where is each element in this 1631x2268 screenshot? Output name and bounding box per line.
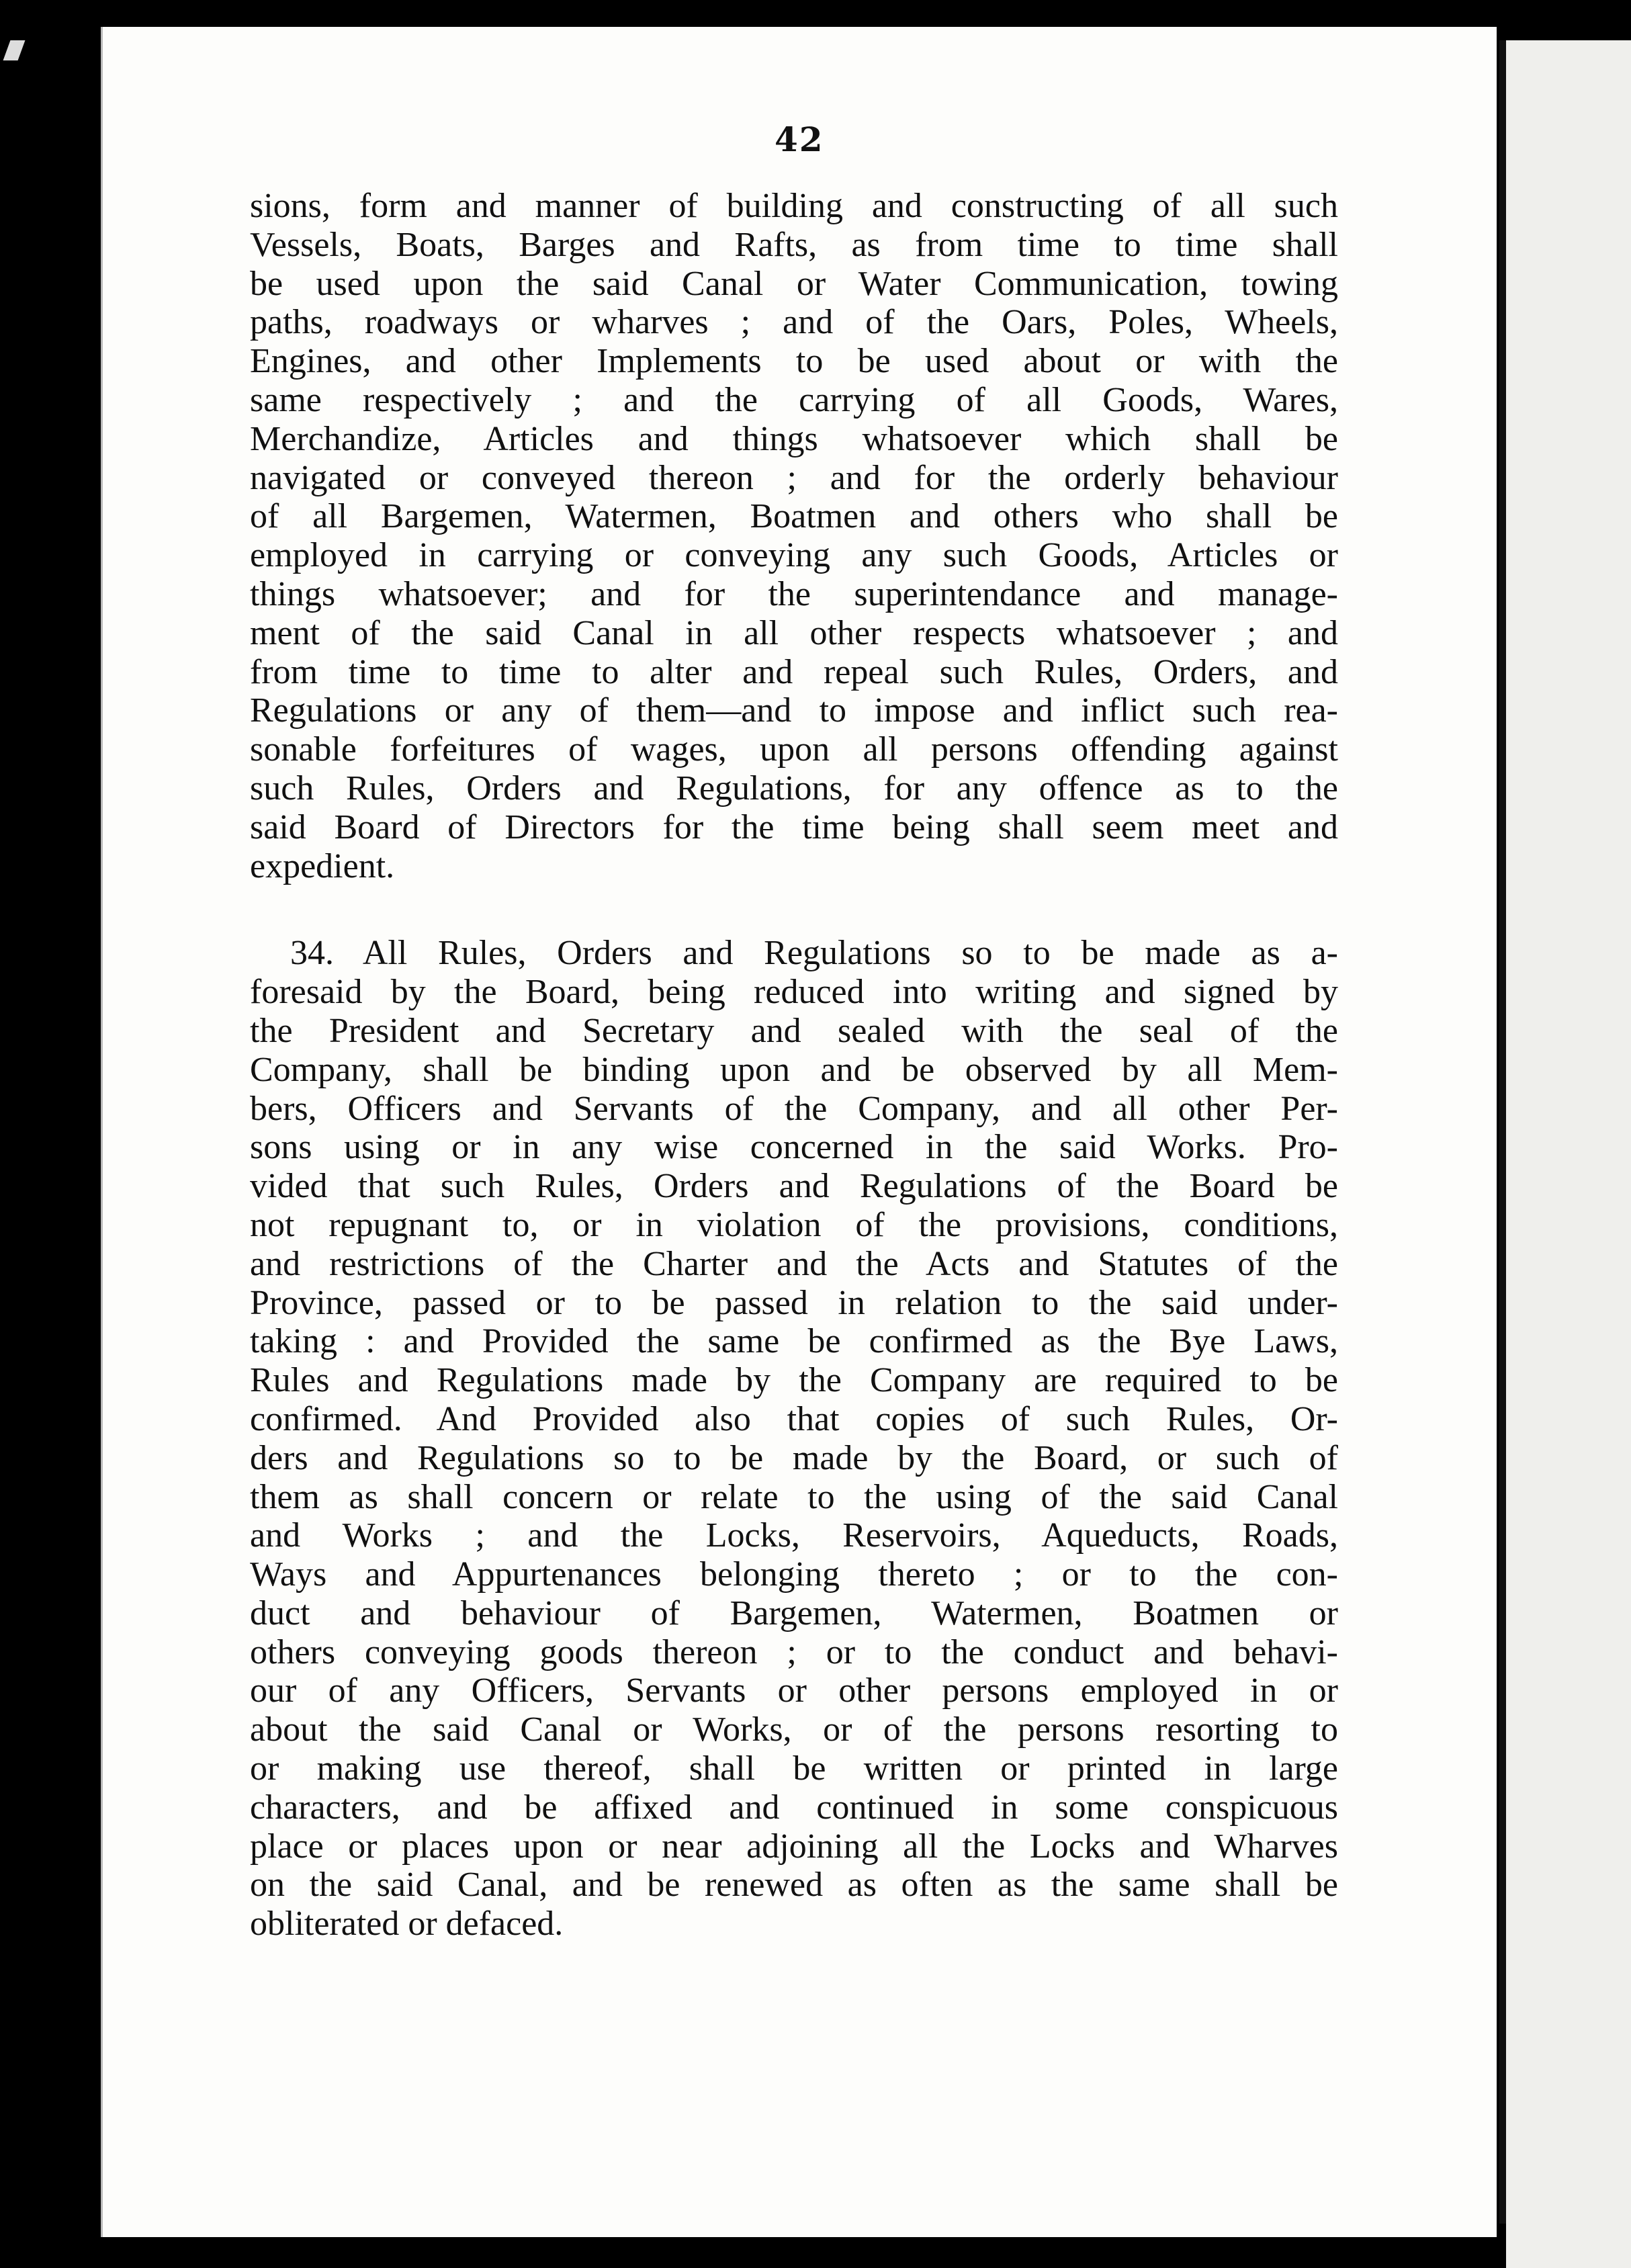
text-line: not repugnant to, or in violation of the provisions, conditions, xyxy=(250,1205,1338,1244)
text-line: expedient. xyxy=(250,846,395,885)
text-line: Company, shall be binding upon and be observed by all Mem- xyxy=(250,1050,1338,1089)
text-line: Rules and Regulations made by the Company are required to be xyxy=(250,1361,1338,1400)
text-line: our of any Officers, Servants or other persons employed in or xyxy=(250,1671,1338,1710)
page-gutter xyxy=(1499,40,1506,2224)
opposite-page-edge xyxy=(1506,40,1631,2268)
text-line: taking : and Provided the same be confirmed as the Bye Laws, xyxy=(250,1322,1338,1361)
text-line: sions, form and manner of building and constructing of all such xyxy=(250,187,1338,225)
text-line: vided that such Rules, Orders and Regulations of the Board be xyxy=(250,1167,1338,1206)
text-line: obliterated or defaced. xyxy=(250,1905,564,1944)
scan-artifact xyxy=(3,40,26,60)
text-line: such Rules, Orders and Regulations, for any offence as to the xyxy=(250,769,1338,808)
text-line: things whatsoever; and for the superintendance and manage- xyxy=(250,574,1338,613)
text-line: confirmed. And Provided also that copies of such Rules, Or- xyxy=(250,1399,1338,1438)
paragraph-1 xyxy=(250,187,1338,885)
paragraph-gap xyxy=(250,885,1338,934)
text-line: Ways and Appurtenances belonging thereto ; or to the con- xyxy=(250,1555,1338,1594)
text-line: them as shall concern or relate to the using of the said Canal xyxy=(250,1477,1338,1516)
text-line: of all Bargemen, Watermen, Boatmen and others who shall be xyxy=(250,497,1338,536)
text-line: employed in carrying or conveying any such Goods, Articles or xyxy=(250,536,1338,575)
text-line: ders and Regulations so to be made by the Board, or such of xyxy=(250,1438,1338,1477)
body-text xyxy=(250,187,1338,1944)
text-line: sons using or in any wise concerned in the said Works. Pro- xyxy=(250,1128,1338,1167)
text-line: and Works ; and the Locks, Reservoirs, Aqueducts, Roads, xyxy=(250,1516,1338,1555)
text-line: on the said Canal, and be renewed as often as the same shall be xyxy=(250,1866,1338,1905)
text-line: Regulations or any of them—and to impose and inflict such rea- xyxy=(250,691,1338,730)
text-line: the President and Secretary and sealed with the seal of the xyxy=(250,1011,1338,1050)
text-line: about the said Canal or Works, or of the persons resorting to xyxy=(250,1710,1338,1749)
text-line: paths, roadways or wharves ; and of the Oars, Poles, Wheels, xyxy=(250,303,1338,342)
text-line: same respectively ; and the carrying of all Goods, Wares, xyxy=(250,380,1338,419)
text-line: place or places upon or near adjoining all the Locks and Wharves xyxy=(250,1827,1338,1866)
text-line: navigated or conveyed thereon ; and for the orderly behaviour xyxy=(250,458,1338,497)
text-line: others conveying goods thereon ; or to the conduct and behavi- xyxy=(250,1632,1338,1671)
text-line: Engines, and other Implements to be used about or with the xyxy=(250,342,1338,381)
text-line: sonable forfeitures of wages, upon all persons offending against xyxy=(250,730,1338,769)
text-line: duct and behaviour of Bargemen, Watermen, Boatmen or xyxy=(250,1594,1338,1632)
text-line: be used upon the said Canal or Water Communication, towing xyxy=(250,264,1338,303)
text-line: said Board of Directors for the time being shall seem meet and xyxy=(250,808,1338,846)
text-line: or making use thereof, shall be written or printed in large xyxy=(250,1749,1338,1788)
text-line: Province, passed or to be passed in relation to the said under- xyxy=(250,1283,1338,1322)
text-line: Vessels, Boats, Barges and Rafts, as from time to time shall xyxy=(250,225,1338,264)
paragraph-2-section-34 xyxy=(250,934,1338,1944)
text-line: ment of the said Canal in all other respects whatsoever ; and xyxy=(250,613,1338,652)
text-line: bers, Officers and Servants of the Company, and all other Per- xyxy=(250,1089,1338,1128)
text-line: Merchandize, Articles and things whatsoever which shall be xyxy=(250,419,1338,458)
text-line: and restrictions of the Charter and the Acts and Statutes of the xyxy=(250,1244,1338,1283)
page-number: 42 xyxy=(775,120,824,159)
text-line: characters, and be affixed and continued in some conspicuous xyxy=(250,1788,1338,1827)
text-line: foresaid by the Board, being reduced into writing and signed by xyxy=(250,973,1338,1012)
text-line: 34. All Rules, Orders and Regulations so to be made as a- xyxy=(290,934,1338,973)
text-line: from time to time to alter and repeal such Rules, Orders, and xyxy=(250,652,1338,691)
